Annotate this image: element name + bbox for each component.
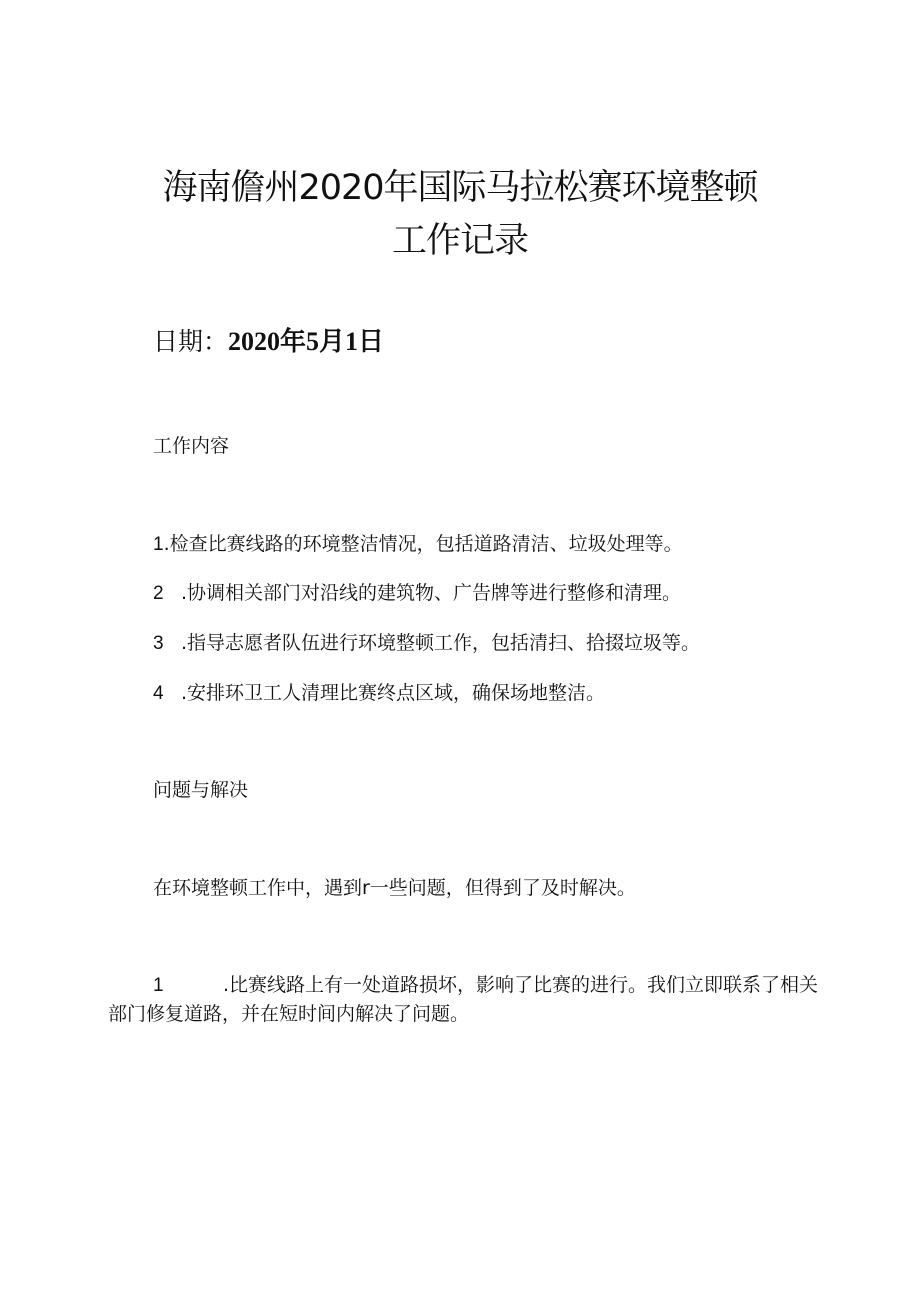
section-heading-issue: 问题与解决 bbox=[153, 779, 249, 801]
document-title-line2: 工作记录 bbox=[391, 221, 528, 261]
work-item-number: 1 bbox=[153, 534, 164, 555]
work-item-number: 2 bbox=[153, 583, 164, 604]
work-item bbox=[153, 580, 681, 607]
work-item bbox=[153, 680, 605, 707]
work-item-number: 4 bbox=[153, 683, 164, 704]
work-item-text: .协调相关部门对沿线的建筑物、广告牌等进行整修和清理。 bbox=[181, 582, 682, 604]
issue-item bbox=[108, 971, 823, 1029]
date-label: 日期： bbox=[153, 327, 229, 356]
work-item bbox=[153, 630, 700, 657]
document-date bbox=[153, 326, 384, 358]
work-item-text: .指导志愿者队伍进行环境整顿工作，包括清扫、拾掇垃圾等。 bbox=[181, 632, 701, 654]
work-item-text: .检查比赛线路的环境整洁情况，包括道路清洁、垃圾处理等。 bbox=[163, 533, 683, 555]
issue-intro: 在环境整顿工作中，遇到r一些问题，但得到了及时解决。 bbox=[153, 877, 636, 899]
issue-item-text: .比赛线路上有一处道路损坏，影响了比赛的进行。我们立即联系了相关部门修复道路，并在短时间内解决了问题。 bbox=[108, 974, 819, 1025]
work-item bbox=[153, 531, 683, 558]
work-item-text: .安排环卫工人清理比赛终点区域，确保场地整洁。 bbox=[181, 682, 606, 704]
issue-item-number: 1 bbox=[153, 975, 164, 996]
date-value: 2020年5月1日 bbox=[228, 327, 385, 356]
section-heading-work: 工作内容 bbox=[153, 435, 230, 457]
work-item-number: 3 bbox=[153, 633, 164, 654]
document-title-line1: 海南儋州2020年国际马拉松赛环境整顿 bbox=[162, 168, 758, 208]
